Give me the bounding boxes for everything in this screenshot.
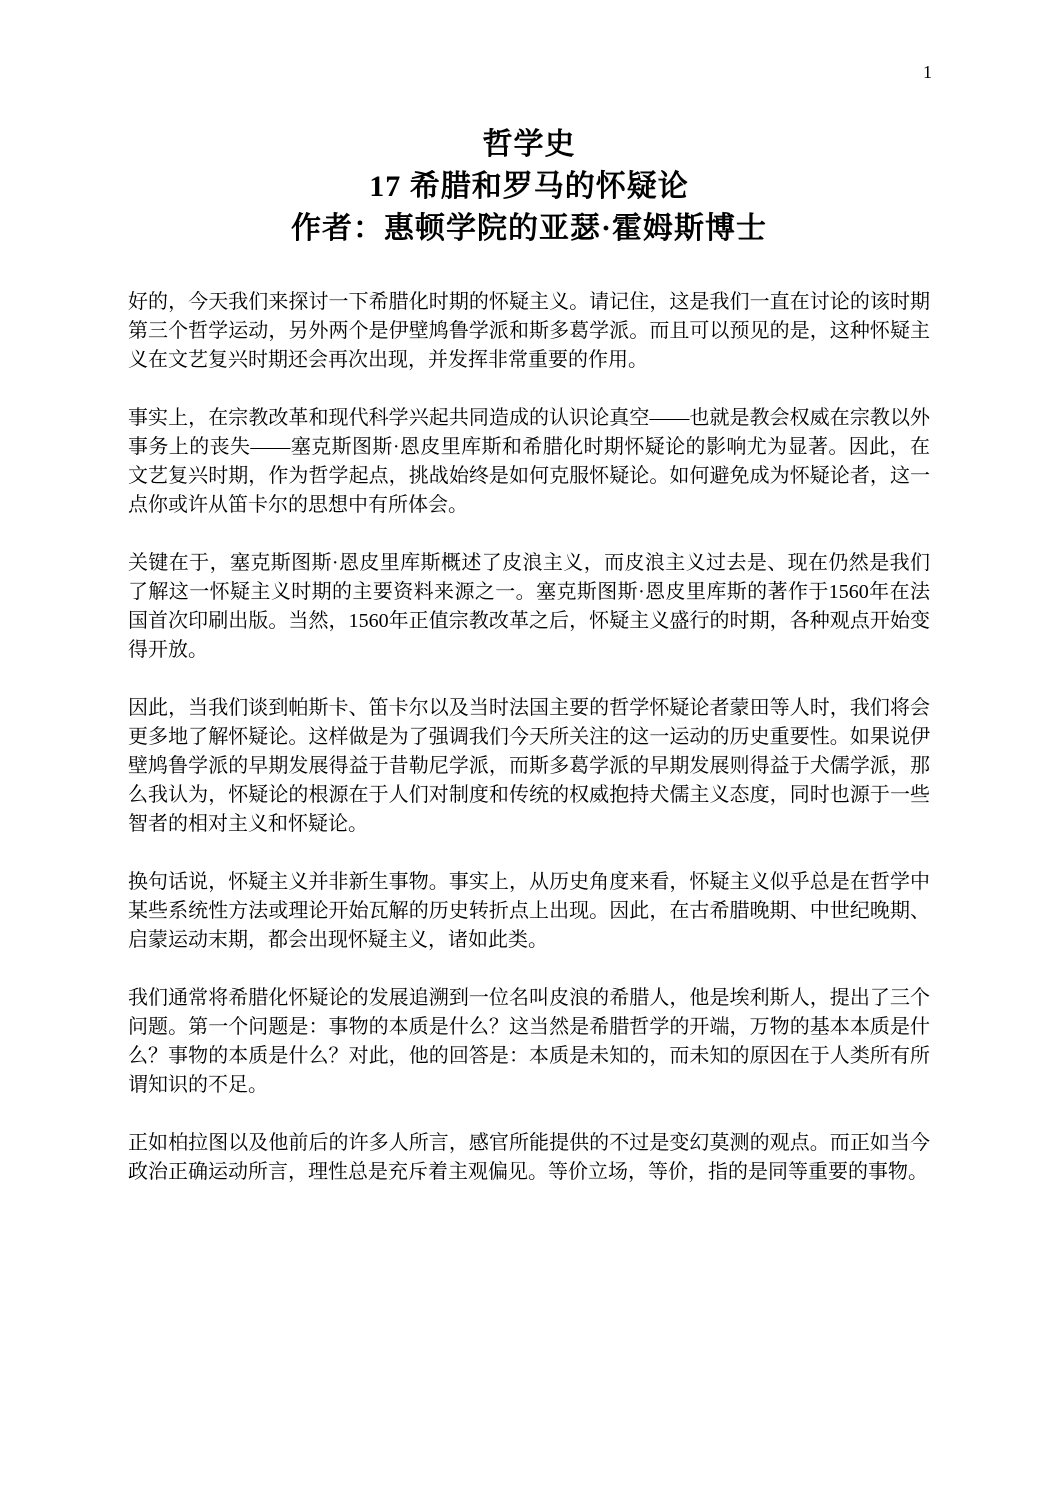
body-paragraph-5: 换句话说，怀疑主义并非新生事物。事实上，从历史角度来看，怀疑主义似乎总是在哲学中某些系统性方法或理论开始瓦解的历史转折点上出现。因此，在古希腊晚期、中世纪晚期、启蒙运动末期，都会出现怀疑主义，诸如此类。 xyxy=(128,871,930,951)
body-paragraph-6: 我们通常将希腊化怀疑论的发展追溯到一位名叫皮浪的希腊人，他是埃利斯人，提出了三个问题。第一个问题是：事物的本质是什么？这当然是希腊哲学的开端，万物的基本本质是什么？事物的本质是什么？对此，他的回答是：本质是未知的，而未知的原因在于人类所有所谓知识的不足。 xyxy=(128,987,930,1096)
document-title-line-2: 17 希腊和罗马的怀疑论 xyxy=(369,170,689,203)
document-title-line-1: 哲学史 xyxy=(482,128,576,161)
document-title-block xyxy=(128,124,930,250)
body-paragraph-2: 事实上，在宗教改革和现代科学兴起共同造成的认识论真空——也就是教会权威在宗教以外事务上的丧失——塞克斯图斯·恩皮里库斯和希腊化时期怀疑论的影响尤为显著。因此，在文艺复兴时期，作为哲学起点，挑战始终是如何克服怀疑论。如何避免成为怀疑论者，这一点你或许从笛卡尔的思想中有所体会。 xyxy=(128,407,930,516)
body-paragraph-4: 因此，当我们谈到帕斯卡、笛卡尔以及当时法国主要的哲学怀疑论者蒙田等人时，我们将会更多地了解怀疑论。这样做是为了强调我们今天所关注的这一运动的历史重要性。如果说伊壁鸠鲁学派的早期发展得益于昔勒尼学派，而斯多葛学派的早期发展则得益于犬儒学派，那么我认为，怀疑论的根源在于人们对制度和传统的权威抱持犬儒主义态度，同时也源于一些智者的相对主义和怀疑论。 xyxy=(128,697,930,835)
page-number: 1 xyxy=(923,62,932,82)
body-paragraph-1: 好的，今天我们来探讨一下希腊化时期的怀疑主义。请记住，这是我们一直在讨论的该时期第三个哲学运动，另外两个是伊壁鸠鲁学派和斯多葛学派。而且可以预见的是，这种怀疑主义在文艺复兴时期还会再次出现，并发挥非常重要的作用。 xyxy=(128,291,930,371)
body-paragraph-7: 正如柏拉图以及他前后的许多人所言，感官所能提供的不过是变幻莫测的观点。而正如当今政治正确运动所言，理性总是充斥着主观偏见。等价立场，等价，指的是同等重要的事物。 xyxy=(128,1132,930,1183)
body-paragraph-3: 关键在于，塞克斯图斯·恩皮里库斯概述了皮浪主义，而皮浪主义过去是、现在仍然是我们了解这一怀疑主义时期的主要资料来源之一。塞克斯图斯·恩皮里库斯的著作于1560年在法国首次印刷出版。当然，1560年正值宗教改革之后，怀疑主义盛行的时期，各种观点开始变得开放。 xyxy=(128,552,930,661)
document-title-line-3: 作者：惠顿学院的亚瑟·霍姆斯博士 xyxy=(290,212,767,245)
document-body xyxy=(128,288,930,1187)
